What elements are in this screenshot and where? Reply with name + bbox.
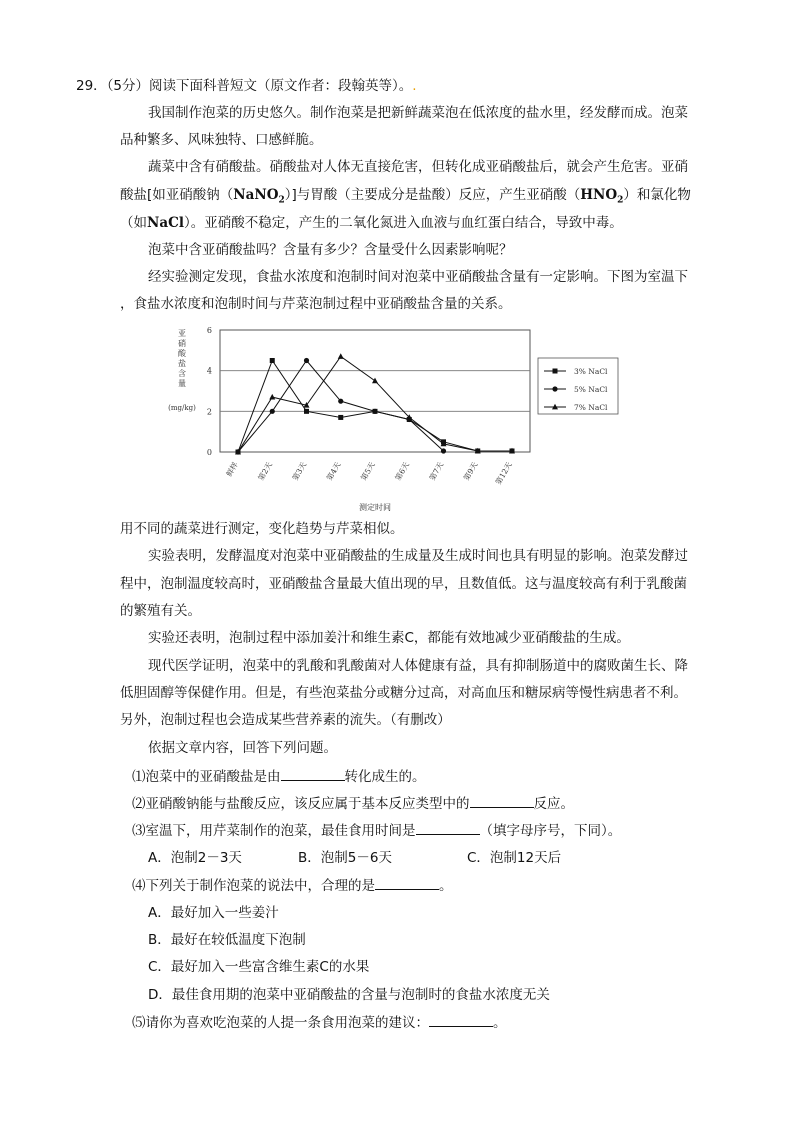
- question-2: [132, 793, 574, 814]
- answer-blank-2[interactable]: [470, 793, 534, 808]
- question-5-text-a: ⑸请你为喜欢吃泡菜的人提一条食用泡菜的建议：: [132, 1015, 429, 1031]
- question-1: [132, 766, 426, 787]
- paragraph-3: 泡菜中含亚硝酸盐吗？含量有多少？含量受什么因素影响呢？: [148, 242, 513, 258]
- answer-blank-3[interactable]: [416, 820, 480, 835]
- paragraph-2b-text3: ）和氯化物: [623, 187, 691, 203]
- question-2-text-a: ⑵亚硝酸钠能与盐酸反应，该反应属于基本反应类型中的: [132, 796, 470, 812]
- q3-option-a: A．泡制2－3天: [148, 850, 242, 866]
- y-axis-label-char-5: 量: [178, 379, 186, 388]
- question-4-text-a: ⑷下列关于制作泡菜的说法中，合理的是: [132, 878, 375, 894]
- question-4-text-b: 。: [439, 878, 453, 894]
- y-tick-label-0: 0: [206, 448, 212, 457]
- q3-option-b: B．泡制5－6天: [298, 850, 392, 866]
- data-point-s2-1: [269, 394, 275, 400]
- data-point-s0-3: [338, 415, 343, 420]
- data-point-s0-1: [270, 358, 275, 363]
- x-tick-label-4: 第5天: [359, 460, 377, 483]
- paragraph-2c-text1: （如: [120, 215, 147, 231]
- paragraph-6c: 的繁殖有关。: [120, 603, 201, 619]
- x-tick-label-3: 第4天: [324, 460, 343, 483]
- question-score: （5分）: [106, 78, 150, 94]
- y-tick-label-3: 6: [206, 326, 212, 335]
- q4-option-b: B．最好在较低温度下泡制: [148, 932, 306, 948]
- x-tick-label-1: 第2天: [256, 460, 274, 483]
- question-number: 29．: [76, 78, 107, 94]
- question-header: [76, 76, 417, 96]
- x-axis-label: 测定时间: [359, 503, 391, 512]
- data-point-s1-1: [270, 409, 275, 414]
- paragraph-4a: 经实验测定发现，食盐水浓度和泡制时间对泡菜中亚硝酸盐含量有一定影响。下图为室温下: [148, 269, 688, 285]
- legend-label-0: 3% NaCl: [574, 367, 608, 376]
- question-1-text-b: 转化成生的。: [344, 769, 426, 785]
- paragraph-5: 用不同的蔬菜进行测定，变化趋势与芹菜相似。: [120, 521, 404, 537]
- question-5: [132, 1012, 507, 1033]
- data-point-s2-3: [338, 353, 344, 359]
- paragraph-1b: 品种繁多、风味独特、口感鲜脆。: [120, 132, 323, 148]
- x-tick-label-8: 第12天: [493, 460, 514, 487]
- question-3-text-b: （填字母序号，下同）。: [479, 823, 622, 839]
- paragraph-8c: 另外，泡制过程也会造成某些营养素的流失。（有删改）: [120, 712, 451, 728]
- series-line-1: [238, 361, 444, 453]
- y-axis-label-char-0: 亚: [178, 329, 186, 338]
- data-point-s2-4: [372, 378, 378, 384]
- paragraph-2c: [120, 213, 623, 233]
- y-axis-label-char-1: 硝: [178, 339, 186, 348]
- y-axis-label-char-2: 酸: [178, 349, 186, 358]
- q3-option-c: C．泡制12天后: [467, 850, 562, 866]
- data-point-s1-2: [304, 358, 309, 363]
- paragraph-6b: 程中，泡制温度较高时，亚硝酸盐含量最大值出现的早，且数值低。这与温度较高有利于乳酸菌: [120, 576, 687, 592]
- legend-label-2: 7% NaCl: [574, 403, 608, 412]
- paragraph-6a: 实验表明，发酵温度对泡菜中亚硝酸盐的生成量及生成时间也具有明显的影响。泡菜发酵过: [148, 548, 688, 564]
- question-4: [132, 875, 453, 896]
- chem-nano2-sub: 2: [278, 195, 285, 206]
- data-point-s0-2: [304, 409, 309, 414]
- paragraph-4b: ，食盐水浓度和泡制时间与芹菜泡制过程中亚硝酸盐含量的关系。: [120, 296, 512, 312]
- question-1-text-a: ⑴泡菜中的亚硝酸盐是由: [132, 769, 281, 785]
- paragraph-2b-text2: ）]与胃酸（主要成分是盐酸）反应，产生亚硝酸（: [284, 187, 581, 203]
- plot-frame: [220, 330, 530, 452]
- answer-blank-1[interactable]: [281, 766, 345, 781]
- paragraph-7: 实验还表明，泡制过程中添加姜汁和维生素C，都能有效地减少亚硝酸盐的生成。: [148, 630, 630, 646]
- x-tick-label-0: 鲜样: [224, 460, 240, 478]
- y-axis-unit: (mg/kg): [168, 404, 196, 412]
- nitrite-chart: [150, 322, 620, 518]
- paragraph-2c-text2: ）。亚硝酸不稳定，产生的二氧化氮进入血液与血红蛋白结合，导致中毒。: [183, 215, 623, 231]
- y-axis-label-char-3: 盐: [178, 359, 186, 368]
- chem-hno2-sub: 2: [617, 195, 624, 206]
- question-trailing-dot: .: [412, 78, 417, 94]
- y-tick-label-1: 2: [206, 407, 212, 417]
- q4-option-d: D．最佳食用期的泡菜中亚硝酸盐的含量与泡制时的食盐水浓度无关: [148, 987, 550, 1003]
- data-point-s1-4: [372, 409, 377, 414]
- data-point-s1-3: [338, 399, 343, 404]
- x-tick-label-5: 第6天: [393, 460, 411, 483]
- legend-label-1: 5% NaCl: [574, 385, 608, 394]
- chem-nano2: [233, 187, 285, 206]
- question-3-text-a: ⑶室温下，用芹菜制作的泡菜，最佳食用时间是: [132, 823, 416, 839]
- answer-blank-4[interactable]: [375, 875, 439, 890]
- paragraph-8a: 现代医学证明，泡菜中的乳酸和乳酸菌对人体健康有益，具有抑制肠道中的腐败菌生长、降: [148, 658, 688, 674]
- paragraph-2b-text1: 酸盐[如亚硝酸钠（: [120, 187, 234, 203]
- paragraph-2a: 蔬菜中含有硝酸盐。硝酸盐对人体无直接危害，但转化成亚硝酸盐后，就会产生危害。亚硝: [148, 159, 688, 175]
- paragraph-2b: [120, 185, 691, 211]
- paragraph-8b: 低胆固醇等保健作用。但是，有些泡菜盐分或糖分过高，对高血压和糖尿病等慢性病患者不利。: [120, 685, 687, 701]
- y-tick-label-2: 4: [206, 366, 212, 376]
- x-tick-label-2: 第3天: [290, 460, 309, 483]
- paragraph-1a: 我国制作泡菜的历史悠久。制作泡菜是把新鲜蔬菜泡在低浓度的盐水里，经发酵而成。泡菜: [148, 105, 688, 121]
- q4-option-a: A．最好加入一些姜汁: [148, 905, 279, 921]
- chem-nacl: NaCl: [147, 215, 184, 231]
- chem-hno2-base: HNO: [580, 187, 618, 203]
- question-title: 阅读下面科普短文（原文作者：段翰英等）。: [149, 78, 413, 94]
- answer-blank-5[interactable]: [429, 1012, 493, 1027]
- series-line-0: [238, 361, 512, 453]
- q4-option-c: C．最好加入一些富含维生素C的水果: [148, 959, 370, 975]
- question-3: [132, 820, 621, 841]
- question-2-text-b: 反应。: [533, 796, 574, 812]
- data-point-s1-6: [441, 448, 446, 453]
- y-axis-label-char-4: 含: [178, 369, 186, 378]
- x-tick-label-6: 第7天: [427, 460, 446, 483]
- chem-hno2: [580, 187, 624, 206]
- x-tick-label-7: 第9天: [461, 460, 480, 483]
- paragraph-9: 依据文章内容，回答下列问题。: [148, 740, 337, 756]
- legend-marker-0: [553, 369, 558, 374]
- question-5-text-b: 。: [493, 1015, 507, 1031]
- chem-nano2-base: NaNO: [233, 187, 279, 203]
- legend-marker-1: [552, 386, 557, 391]
